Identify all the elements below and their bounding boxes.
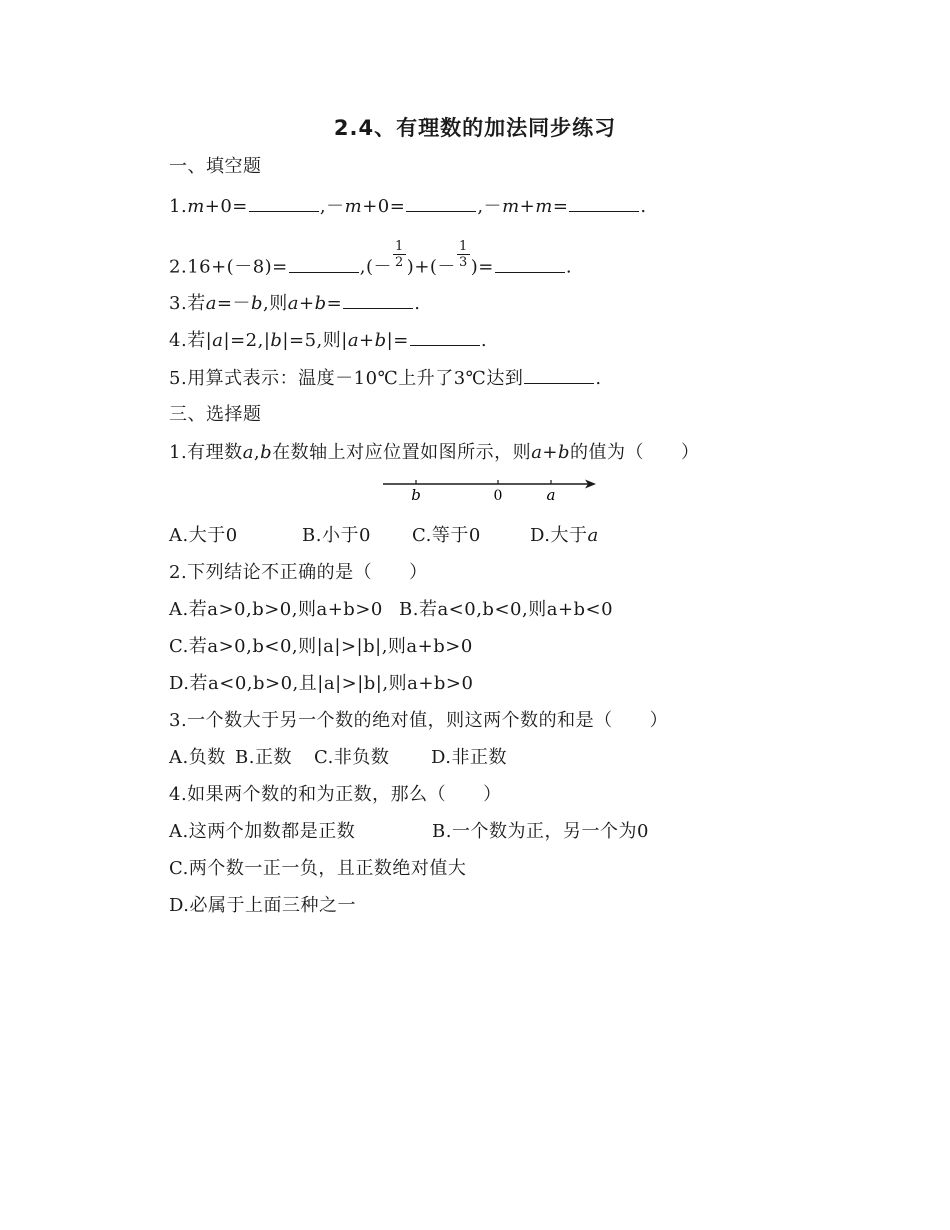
option-b[interactable]: B.若a<0,b<0,则a+b<0 <box>399 599 614 620</box>
option-a[interactable]: A.负数 <box>169 747 226 768</box>
choice-question-4-options-ab <box>169 817 649 843</box>
question-number: 5. <box>169 368 188 389</box>
option-d[interactable]: D.必属于上面三种之一 <box>169 895 357 916</box>
option-d[interactable]: D.大于a <box>530 525 599 546</box>
question-number: 1. <box>169 196 188 217</box>
expr-text: + <box>519 196 536 217</box>
number-line-figure <box>380 474 605 506</box>
option-c[interactable]: C.等于0 <box>412 525 481 546</box>
expr-text: ,－ <box>319 196 345 217</box>
choice-question-2-options-ab <box>169 595 613 621</box>
var-a: a <box>287 293 300 314</box>
label-b: b <box>411 486 421 504</box>
expr-text: . <box>565 256 573 278</box>
var-m: m <box>535 196 553 217</box>
var-a: a <box>212 330 224 351</box>
option-b[interactable]: B.一个数为正，另一个为0 <box>432 821 649 842</box>
expr-text: +0= <box>362 196 406 217</box>
expr-text: ,－ <box>477 196 503 217</box>
var-a: a <box>347 330 360 351</box>
answer-blank[interactable] <box>495 258 565 273</box>
var-b: b <box>314 293 327 314</box>
option-d[interactable]: D.若a<0,b>0,且|a|>|b|,则a+b>0 <box>169 673 474 694</box>
question-number: 3. <box>169 293 188 314</box>
expr-text: ,(－ <box>359 256 393 278</box>
var-a: a <box>242 442 254 463</box>
var-m: m <box>502 196 520 217</box>
label-a: a <box>546 486 556 504</box>
answer-blank[interactable] <box>343 294 413 309</box>
option-b[interactable]: B.正数 <box>235 747 292 768</box>
var-b: b <box>558 442 571 463</box>
var-m: m <box>344 196 363 217</box>
choice-question-1-options <box>169 521 599 547</box>
var-a: a <box>205 293 217 314</box>
option-b[interactable]: B.小于0 <box>302 525 371 546</box>
option-a[interactable]: A.这两个加数都是正数 <box>169 821 356 842</box>
var-a: a <box>587 525 599 546</box>
question-text: 用算式表示：温度－10℃上升了3℃达到 <box>187 368 524 389</box>
expr-text: )= <box>470 256 494 278</box>
fill-question-4: 4.若|a|=2,|b|=5,则|a+b|= . <box>169 330 488 351</box>
var-m: m <box>187 196 205 217</box>
label-zero: 0 <box>493 488 503 504</box>
choice-question-4-stem: 4.如果两个数的和为正数，那么（ ） <box>169 784 502 805</box>
section-heading-choice: 三、选择题 <box>169 404 262 425</box>
expr-text: +0= <box>204 196 248 217</box>
var-b: b <box>260 442 273 463</box>
option-c[interactable]: C.两个数一正一负，且正数绝对值大 <box>169 858 467 879</box>
question-number: 4. <box>169 330 188 351</box>
expr-text: = <box>552 196 569 217</box>
choice-question-3-stem: 3.一个数大于另一个数的绝对值，则这两个数的和是（ ） <box>169 710 669 731</box>
answer-blank[interactable] <box>406 197 476 212</box>
answer-blank[interactable] <box>410 331 480 346</box>
option-c[interactable]: C.非负数 <box>314 747 390 768</box>
answer-blank[interactable] <box>289 258 359 273</box>
expr-text: . <box>640 196 647 217</box>
option-c[interactable]: C.若a>0,b<0,则|a|>|b|,则a+b>0 <box>169 636 473 657</box>
var-b: b <box>270 330 283 351</box>
option-d[interactable]: D.非正数 <box>431 747 508 768</box>
var-b: b <box>374 330 387 351</box>
choice-question-3-options <box>169 743 507 769</box>
expr-text: )+(－ <box>406 256 456 278</box>
answer-blank[interactable] <box>569 197 639 212</box>
answer-blank[interactable] <box>524 369 594 384</box>
page-title: 2.4、有理数的加法同步练习 <box>333 116 617 140</box>
section-heading-fill: 一、填空题 <box>169 156 262 177</box>
var-a: a <box>531 442 543 463</box>
fill-question-5: 5.用算式表示：温度－10℃上升了3℃达到 . <box>169 368 602 389</box>
fraction-one-third: $\frac{1}{3}$ <box>458 239 468 270</box>
var-b: b <box>251 293 264 314</box>
question-number: 2. <box>169 256 188 278</box>
choice-question-1-stem: 1.有理数a,b在数轴上对应位置如图所示，则a+b的值为（ ） <box>169 442 700 463</box>
fraction-one-half: $\frac{1}{2}$ <box>395 239 404 270</box>
option-a[interactable]: A.大于0 <box>169 525 238 546</box>
fill-question-3: 3.若a=－b,则a+b= . <box>169 293 421 314</box>
answer-blank[interactable] <box>249 197 319 212</box>
option-a[interactable]: A.若a>0,b>0,则a+b>0 <box>169 599 383 620</box>
choice-question-2-stem: 2.下列结论不正确的是（ ） <box>169 562 428 583</box>
fill-question-1 <box>169 192 647 218</box>
expr-text: 16+(－8)= <box>187 256 288 278</box>
fill-question-2 <box>169 239 573 283</box>
